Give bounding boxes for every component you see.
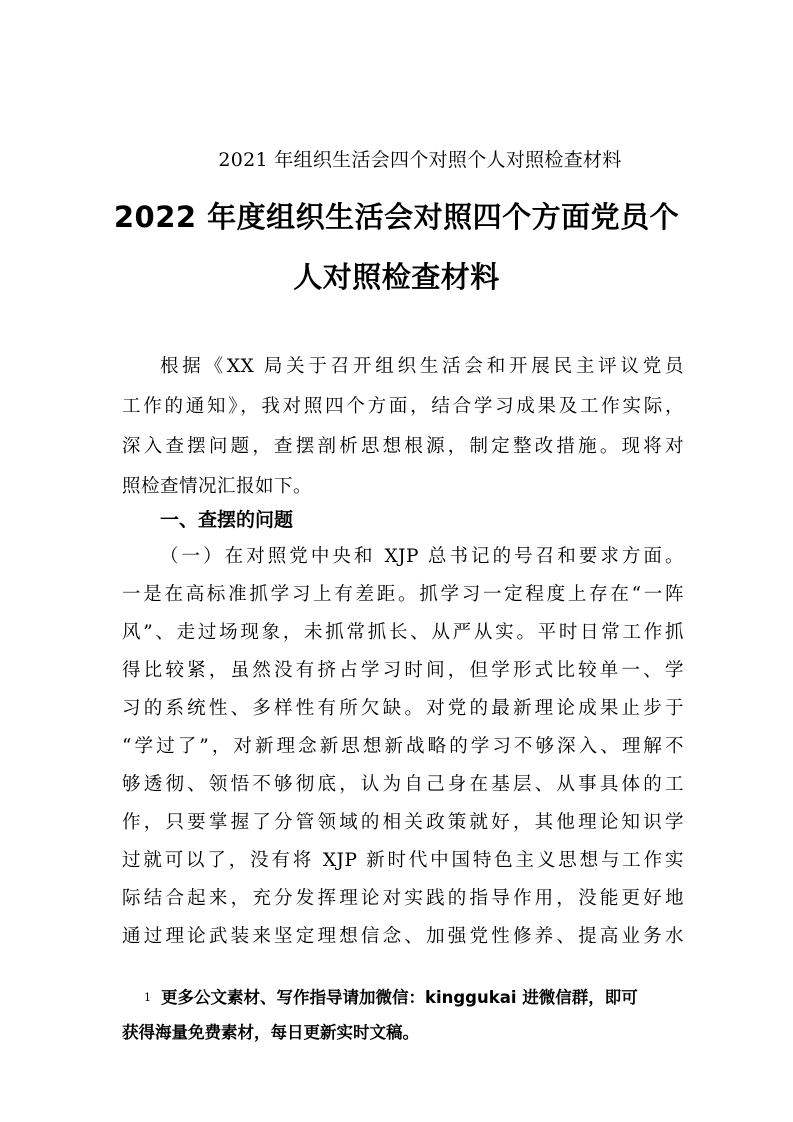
body-line-8: 作，只要掌握了分管领域的相关政策就好，其他理论知识学 [122, 812, 684, 833]
body-line-10: 际结合起来，充分发挥理论对实践的指导作用，没能更好地 [122, 888, 684, 909]
intro-line-4: 照检查情况汇报如下。 [122, 476, 313, 497]
body-line-11: 通过理论武装来坚定理想信念、加强党性修养、提高业务水 [122, 926, 684, 947]
section-heading: 一、查摆的问题 [160, 509, 294, 531]
footnote-number: 1 [144, 991, 151, 1004]
document-title-line-2: 人对照检查材料 [293, 260, 500, 294]
body-line-4: 得比较紧，虽然没有挤占学习时间，但学形式比较单一、学 [122, 660, 684, 681]
body-line-2: 一是在高标准抓学习上有差距。抓学习一定程度上存在“一阵 [122, 584, 684, 605]
intro-line-1: 根据《XX 局关于召开组织生活会和开展民主评议党员 [160, 356, 684, 377]
body-line-9: 过就可以了，没有将 XJP 新时代中国特色主义思想与工作实 [122, 850, 684, 871]
footnote-text-1: 更多公文素材、写作指导请加微信：kinggukai 进微信群，即可 [161, 988, 638, 1007]
document-supertitle: 2021 年组织生活会四个对照个人对照检查材料 [218, 149, 622, 171]
body-line-6: “学过了”，对新理念新思想新战略的学习不够深入、理解不 [122, 736, 684, 757]
intro-line-2: 工作的通知》，我对照四个方面，结合学习成果及工作实际， [122, 396, 684, 417]
body-line-1: （一）在对照党中央和 XJP 总书记的号召和要求方面。 [160, 546, 684, 567]
document-title-line-1: 2022 年度组织生活会对照四个方面党员个 [113, 200, 680, 234]
footnote-line-2: 获得海量免费素材，每日更新实时文稿。 [122, 1023, 419, 1042]
body-line-3: 风”、走过场现象，未抓常抓长、从严从实。平时日常工作抓 [122, 622, 684, 643]
footnote-line-1 [122, 984, 682, 1008]
intro-line-3: 深入查摆问题，查摆剖析思想根源，制定整改措施。现将对 [122, 436, 684, 457]
body-line-7: 够透彻、领悟不够彻底，认为自己身在基层、从事具体的工 [122, 774, 684, 795]
body-line-5: 习的系统性、多样性有所欠缺。对党的最新理论成果止步于 [122, 698, 684, 719]
